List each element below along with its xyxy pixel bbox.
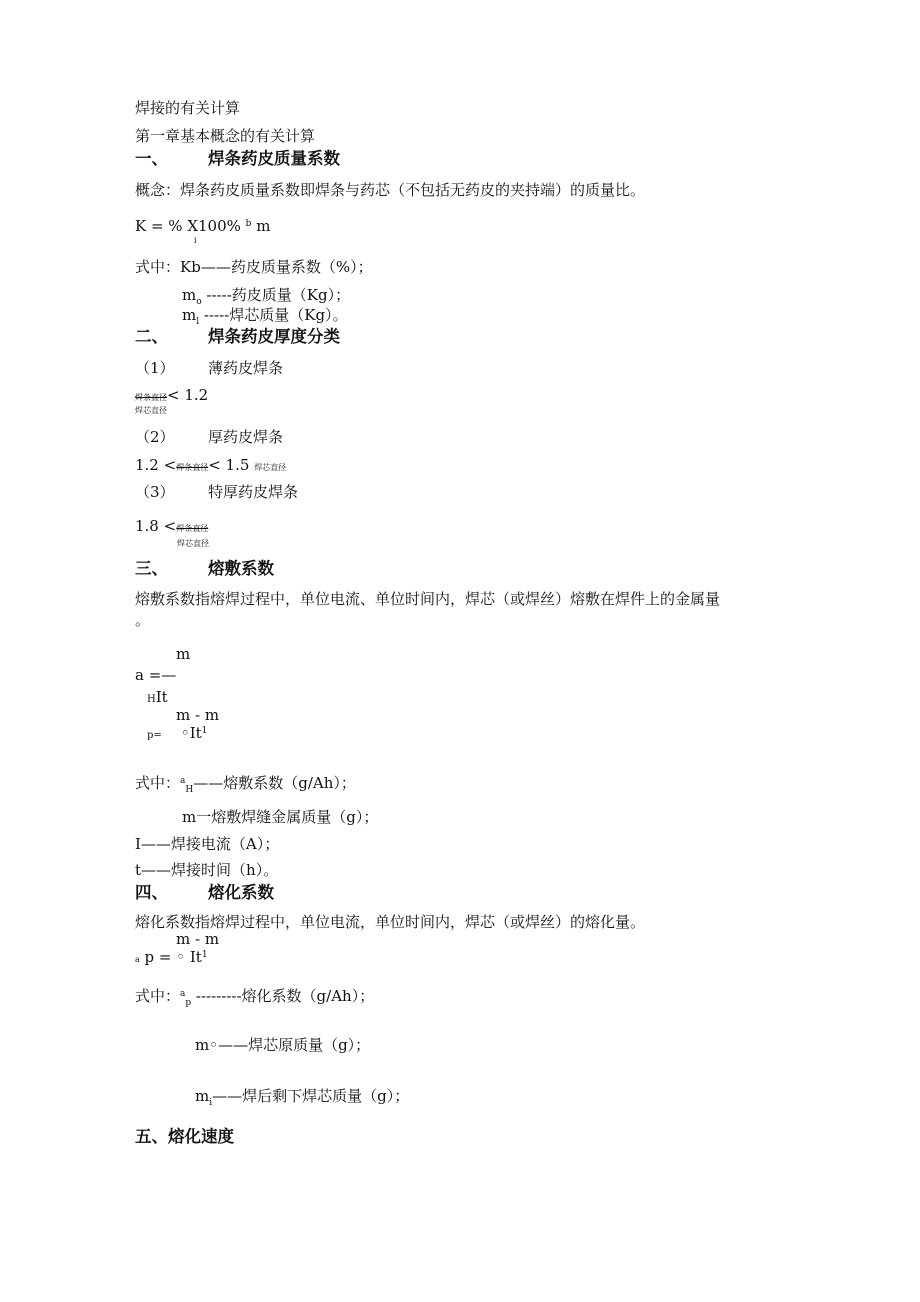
s1-formula-sup: b: [245, 219, 252, 229]
s4-def2: m◦——焊芯原质量（g）；: [195, 1036, 371, 1054]
s2-f2-denominator: 焊芯直径: [254, 463, 287, 472]
s4-f-line: [135, 948, 208, 966]
s4-f-sup: a: [135, 955, 140, 964]
s3-def1-text: ——熔敷系数（g/Ah）；: [193, 774, 356, 792]
s3-def4: t——焊接时间（h）。: [135, 861, 279, 879]
s2-formula-3: [135, 516, 208, 539]
s4-def3-sub: i: [209, 1098, 213, 1108]
s2-item-1-index: （1）: [135, 359, 175, 377]
s4-where-label: 式中：: [135, 987, 181, 1005]
s1-def3-sub: l: [196, 317, 200, 327]
s1-def2-text: -----药皮质量（Kg）；: [201, 286, 351, 304]
section-1-number: 一、: [135, 149, 168, 168]
s4-def1-sup: a: [180, 989, 186, 999]
s1-def2-var: m: [182, 286, 197, 304]
chapter-title: 第一章基本概念的有关计算: [135, 127, 316, 145]
s2-f1-relation: < 1.2: [167, 386, 209, 404]
section-5-heading: 五、熔化速度: [135, 1127, 234, 1146]
s2-item-2: [135, 427, 283, 447]
s3-def2: m一熔敷焊缝金属质量（g）；: [182, 808, 379, 826]
s2-f3-denominator: 焊芯直径: [177, 539, 209, 548]
s1-formula-sub: i: [194, 236, 197, 245]
s3-fa-left: a =—: [135, 666, 177, 684]
s4-def3-text: ——焊后剩下焊芯质量（g）；: [212, 1087, 410, 1105]
s1-def3-text: -----焊芯质量（Kg）。: [199, 306, 348, 324]
s3-fb-line: [147, 724, 207, 742]
s3-fa-den: It: [155, 688, 168, 706]
s1-concept: 概念：焊条药皮质量系数即焊条与药芯（不包括无药皮的夹持端）的质量比。: [135, 181, 646, 199]
s2-f3-numerator: 焊条直径: [176, 524, 209, 533]
s3-fa-sub: H: [147, 694, 156, 705]
s3-description: 熔敷系数指熔焊过程中，单位电流、单位时间内，焊芯（或焊丝）熔敷在焊件上的金属量: [135, 590, 721, 608]
s3-fb-numerator: m - m: [176, 706, 220, 724]
section-2-number: 二、: [135, 327, 168, 346]
document-title: 焊接的有关计算: [135, 99, 241, 117]
s1-where-def1: [135, 257, 373, 277]
section-3-heading: [135, 559, 274, 579]
section-1-title: 焊条药皮质量系数: [208, 149, 340, 168]
section-4-title: 熔化系数: [208, 883, 274, 902]
s2-formula-1: [135, 386, 208, 404]
section-2-title: 焊条药皮厚度分类: [208, 327, 340, 346]
s1-def3: [182, 305, 348, 328]
s2-item-3: [135, 482, 298, 502]
s2-f3-lead: 1.8 <: [135, 517, 177, 535]
s1-def2-sub: o: [196, 297, 202, 307]
s3-fa-denominator-line: [147, 688, 168, 706]
s3-fb-left: p=: [147, 730, 162, 741]
s2-item-2-label: 厚药皮焊条: [208, 428, 284, 446]
s1-formula-main: K = % X100%: [135, 217, 246, 235]
s3-where-label: 式中：: [135, 774, 181, 792]
section-3-title: 熔敷系数: [208, 559, 274, 578]
s2-item-3-index: （3）: [135, 483, 175, 501]
s2-f2-lead: 1.2 <: [135, 456, 177, 474]
s2-f1-numerator: 焊条直径: [135, 393, 167, 402]
s3-def3: I——焊接电流（A）；: [135, 835, 280, 853]
s2-item-2-index: （2）: [135, 428, 175, 446]
s1-where-label: 式中：: [135, 258, 181, 276]
s2-formula-2: [135, 455, 286, 478]
s3-fa-numerator: m: [176, 645, 191, 663]
s2-f2-relation: < 1.5: [208, 456, 250, 474]
s4-def1-text: ---------熔化系数（g/Ah）；: [191, 987, 375, 1005]
s4-def3: [195, 1086, 409, 1109]
s3-where-def1: [135, 773, 356, 796]
s2-item-1-label: 薄药皮焊条: [208, 359, 284, 377]
s3-def1-sup: a: [180, 776, 186, 786]
s3-fb-sup: 1: [201, 726, 208, 736]
s1-formula-end: m: [251, 217, 271, 235]
s1-formula: [135, 216, 270, 239]
s4-where-def1: [135, 986, 374, 1009]
section-4-number: 四、: [135, 883, 168, 902]
s4-f-sup2: 1: [201, 950, 208, 960]
s4-description: 熔化系数指熔焊过程中，单位电流，单位时间内，焊芯（或焊丝）的熔化量。: [135, 913, 646, 931]
section-4-heading: [135, 883, 274, 903]
s1-def1: Kb——药皮质量系数（%）；: [180, 258, 373, 276]
s4-def1-sub: p: [185, 998, 192, 1008]
s3-description-end: 。: [135, 611, 151, 629]
section-3-number: 三、: [135, 559, 168, 578]
section-2-heading: [135, 327, 340, 347]
s1-def3-var: m: [182, 306, 197, 324]
s4-f-left: p = ◦ It: [139, 948, 202, 966]
s3-def1-sub: H: [185, 785, 194, 795]
s2-f1-denominator: 焊芯直径: [135, 406, 167, 415]
s4-f-numerator: m - m: [176, 930, 220, 948]
s2-f2-numerator: 焊条直径: [176, 463, 209, 472]
s2-item-3-label: 特厚药皮焊条: [208, 483, 299, 501]
s4-def3-var: m: [195, 1087, 210, 1105]
s2-item-1: [135, 358, 283, 378]
s3-fb-den: ◦It: [180, 724, 202, 742]
section-1-heading: [135, 149, 340, 169]
